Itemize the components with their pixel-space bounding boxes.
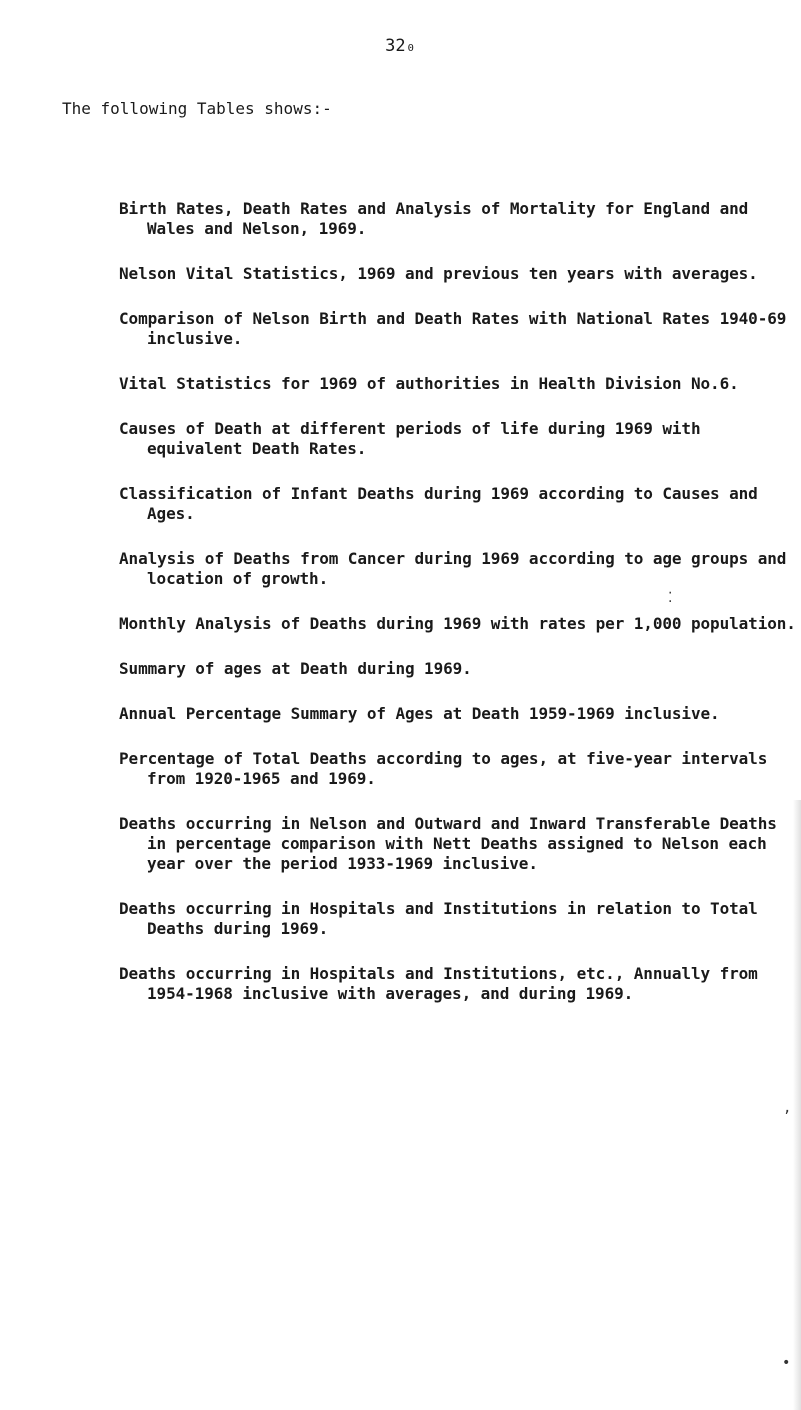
- tables-list: [119, 199, 799, 1029]
- list-item: Nelson Vital Statistics, 1969 and previous ten years with averages.: [119, 264, 758, 283]
- list-item: Percentage of Total Deaths according to ages, at five-year intervals from 1920-1965 and 1969.: [119, 749, 768, 788]
- list-item: Summary of ages at Death during 1969.: [119, 659, 472, 678]
- speck-mark: ⁚: [668, 590, 673, 606]
- list-item: Deaths occurring in Hospitals and Institutions, etc., Annually from 1954-1968 inclusive with averages, and during 1969.: [119, 964, 758, 1003]
- intro-heading: The following Tables shows:-: [62, 99, 332, 118]
- speck-mark: ,: [783, 1100, 792, 1116]
- list-item: Analysis of Deaths from Cancer during 1969 according to age groups and location of growth.: [119, 549, 787, 588]
- speck-mark: •: [782, 1355, 791, 1371]
- list-item: Classification of Infant Deaths during 1969 according to Causes and Ages.: [119, 484, 758, 523]
- list-item: Comparison of Nelson Birth and Death Rates with National Rates 1940-69 inclusive.: [119, 309, 787, 348]
- list-item: Causes of Death at different periods of life during 1969 with equivalent Death Rates.: [119, 419, 701, 458]
- page-number: 32₀: [385, 36, 416, 56]
- list-item: Deaths occurring in Nelson and Outward and Inward Transferable Deaths in percentage comparison with Nett Deaths assigned to Nelson each year over the period 1933-1969 inclusive.: [119, 814, 777, 873]
- list-item: Annual Percentage Summary of Ages at Death 1959-1969 inclusive.: [119, 704, 720, 723]
- list-item: Monthly Analysis of Deaths during 1969 with rates per 1,000 population.: [119, 614, 796, 633]
- list-item: Birth Rates, Death Rates and Analysis of Mortality for England and Wales and Nelson, 1969.: [119, 199, 749, 238]
- list-item: Vital Statistics for 1969 of authorities in Health Division No.6.: [119, 374, 739, 393]
- list-item: Deaths occurring in Hospitals and Institutions in relation to Total Deaths during 1969.: [119, 899, 758, 938]
- page-edge-shadow: [793, 800, 801, 1410]
